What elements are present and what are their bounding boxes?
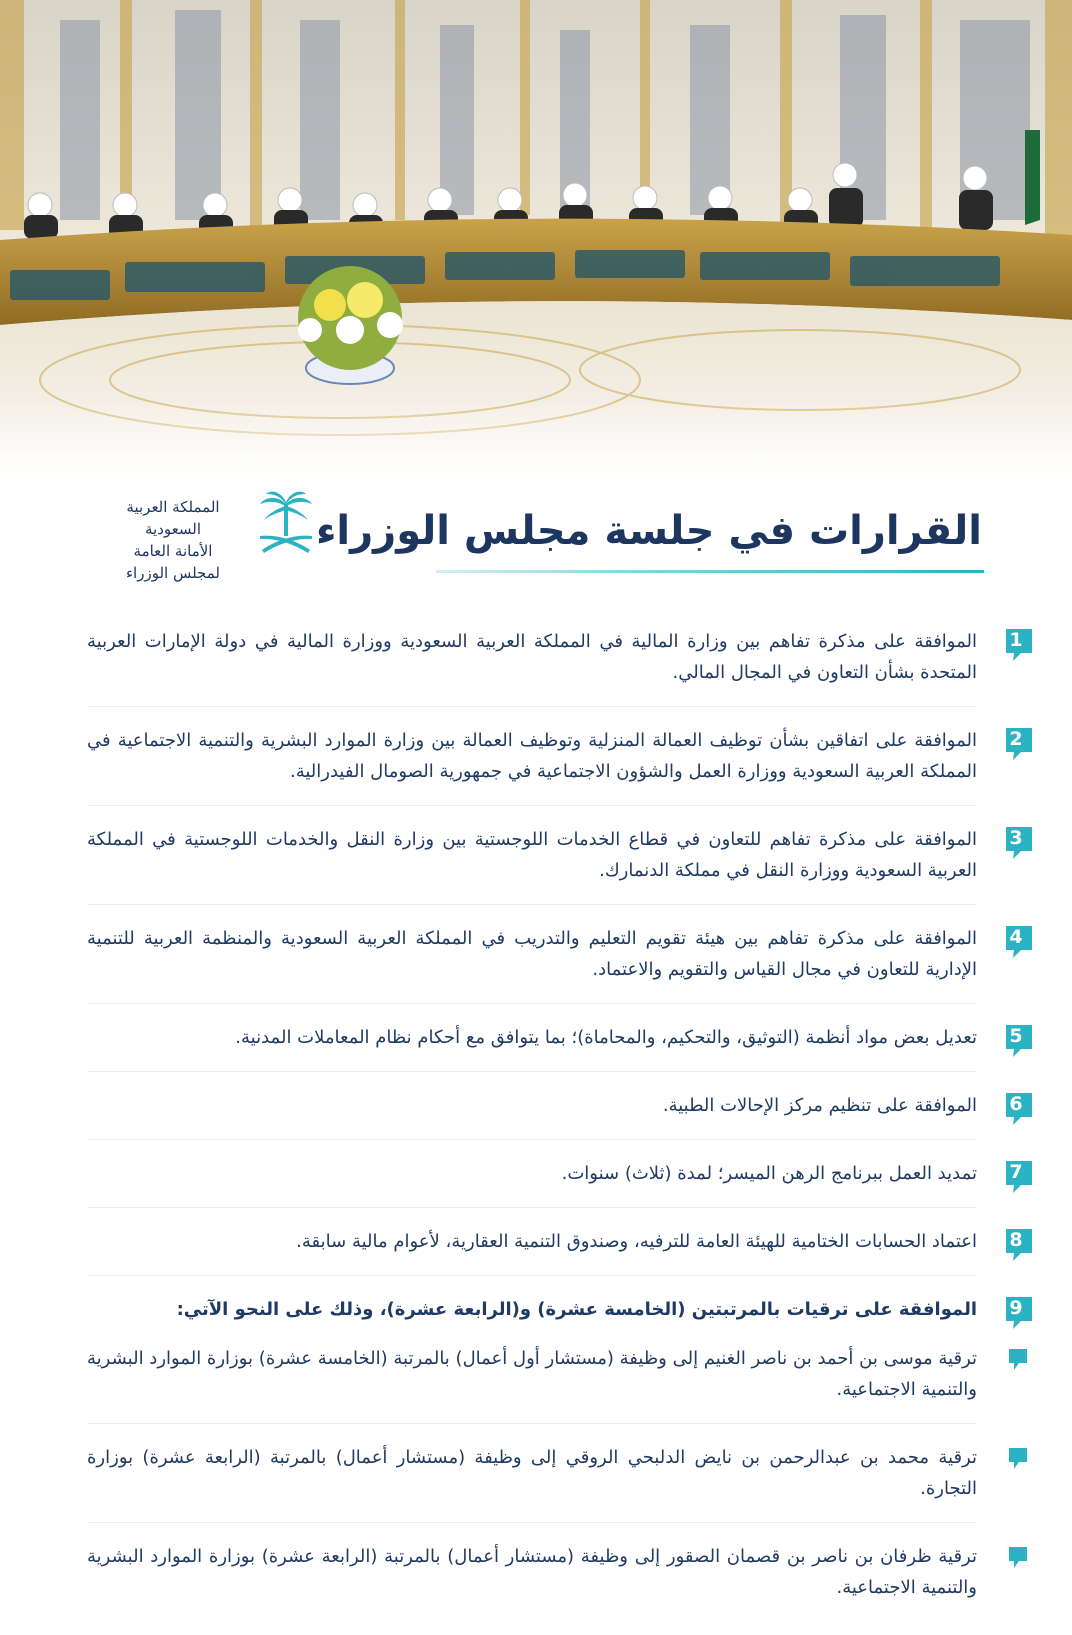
promotion-item [87, 1537, 977, 1621]
decision-item [87, 1154, 1023, 1208]
item-text: الموافقة على تنظيم مركز الإحالات الطبية. [662, 1095, 977, 1116]
number-badge [1003, 1090, 1035, 1124]
decision-item [87, 1086, 1023, 1140]
number-badge [1003, 725, 1035, 759]
item-number: 5 [1009, 1025, 1023, 1047]
item-text: الموافقة على ترقيات بالمرتبتين (الخامسة عشرة) و(الرابعة عشرة)، وذلك على النحو الآتي: [176, 1299, 977, 1320]
council-logo [108, 490, 318, 582]
item-text: الموافقة على اتفاقين بشأن توظيف العمالة المنزلية وتوظيف العمالة بين وزارة الموارد البشرية والتنمية الاجتماعية في المملكة العربية السعودية ووزارة العمل والشؤون الاجتماعية في جمهورية الصومال الفيدرالية. [87, 730, 977, 782]
item-number: 1 [1009, 629, 1023, 651]
palm-swords-emblem-icon [256, 490, 316, 556]
item-text: الموافقة على مذكرة تفاهم للتعاون في قطاع الخدمات اللوجستية بين وزارة النقل والخدمات اللوجستية في المملكة العربية السعودية ووزارة النقل في مملكة الدنمارك. [87, 829, 977, 881]
item-number: 3 [1009, 827, 1023, 849]
item-text: الموافقة على مذكرة تفاهم بين هيئة تقويم التعليم والتدريب في المملكة العربية السعودية والمنظمة العربية للتنمية الإدارية للتعاون في مجال القياس والتقويم والاعتماد. [87, 928, 977, 980]
item-number: 8 [1009, 1229, 1023, 1251]
title-underline [436, 570, 984, 573]
page-title: القرارات في جلسة مجلس الوزراء [315, 508, 982, 554]
hero-image [0, 0, 1072, 490]
decision-item [87, 622, 1023, 707]
item-text: اعتماد الحسابات الختامية للهيئة العامة للترفيه، وصندوق التنمية العقارية، لأعوام مالية سابقة. [296, 1231, 977, 1252]
item-number: 6 [1009, 1093, 1023, 1115]
item-text: الموافقة على مذكرة تفاهم بين وزارة المالية في المملكة العربية السعودية ووزارة المالية في دولة الإمارات العربية المتحدة بشأن التعاون في المجال المالي. [87, 631, 977, 683]
number-badge [1003, 626, 1035, 660]
promotion-text: ترقية ظرفان بن ناصر بن قصمان الصقور إلى وظيفة (مستشار أعمال) بالمرتبة (الرابعة عشرة) بوزارة الموارد البشرية والتنمية الاجتماعية. [87, 1546, 977, 1598]
decision-item [87, 820, 1023, 905]
promotion-text: ترقية موسى بن أحمد بن ناصر الغنيم إلى وظيفة (مستشار أول أعمال) بالمرتبة (الخامسة عشرة) بوزارة الموارد البشرية والتنمية الاجتماعية. [87, 1348, 977, 1400]
decision-item [87, 1222, 1023, 1276]
promotion-item [87, 1438, 977, 1523]
item-text: تعديل بعض مواد أنظمة (التوثيق، والتحكيم، والمحاماة)؛ بما يتوافق مع أحكام نظام المعاملات المدنية. [235, 1027, 977, 1048]
number-badge [1003, 1226, 1035, 1260]
promotion-item [87, 1339, 977, 1424]
item-number: 7 [1009, 1161, 1023, 1183]
number-badge [1003, 1294, 1035, 1328]
logo-text [108, 496, 238, 584]
decisions-list [87, 622, 1023, 1635]
logo-line-1: المملكة العربية السعودية [126, 498, 220, 538]
decision-item [87, 919, 1023, 1004]
item-number: 9 [1009, 1297, 1023, 1319]
bubble-bullet-icon [1007, 1446, 1029, 1472]
logo-line-2: الأمانة العامة لمجلس الوزراء [126, 542, 220, 582]
number-badge [1003, 1022, 1035, 1056]
number-badge [1003, 923, 1035, 957]
item-number: 2 [1009, 728, 1023, 750]
decision-item [87, 1290, 1023, 1335]
decision-item [87, 721, 1023, 806]
bubble-bullet-icon [1007, 1347, 1029, 1373]
number-badge [1003, 1158, 1035, 1192]
item-number: 4 [1009, 926, 1023, 948]
bubble-bullet-icon [1007, 1545, 1029, 1571]
item-text: تمديد العمل ببرنامج الرهن الميسر؛ لمدة (ثلاث) سنوات. [561, 1163, 977, 1184]
header [0, 490, 1072, 590]
promotion-text: ترقية محمد بن عبدالرحمن بن نايض الدلبحي الروقي إلى وظيفة (مستشار أعمال) بالمرتبة (الرابعة عشرة) بوزارة التجارة. [87, 1447, 977, 1499]
decision-item [87, 1018, 1023, 1072]
number-badge [1003, 824, 1035, 858]
